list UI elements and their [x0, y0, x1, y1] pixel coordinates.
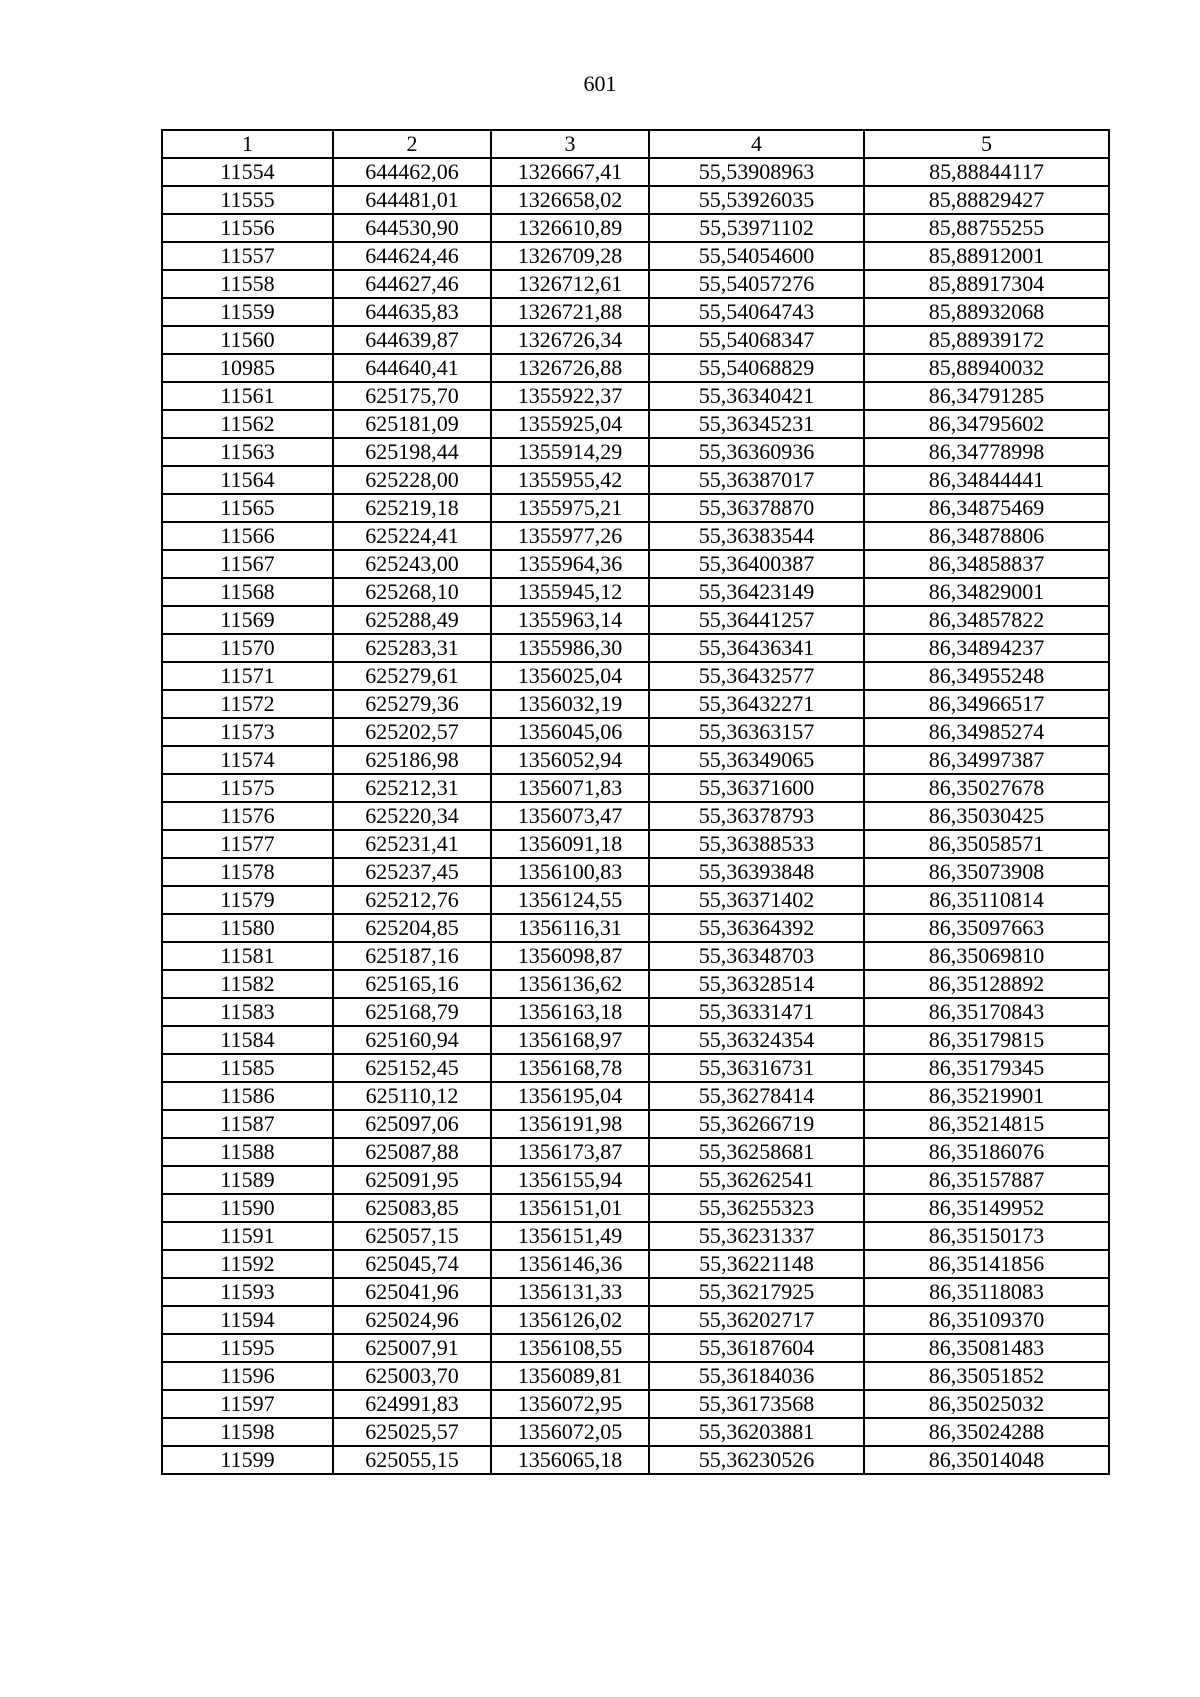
table-row — [162, 410, 1109, 438]
table-cell-col-2: 625202,57 — [333, 718, 491, 746]
table-row — [162, 858, 1109, 886]
table-cell-col-5: 86,35128892 — [864, 970, 1109, 998]
table-cell-col-5: 86,34829001 — [864, 578, 1109, 606]
table-row — [162, 1250, 1109, 1278]
table-cell-col-1: 11580 — [162, 914, 333, 942]
table-cell-col-4: 55,36378870 — [649, 494, 864, 522]
table-cell-col-1: 11572 — [162, 690, 333, 718]
table-cell-col-1: 11595 — [162, 1334, 333, 1362]
table-cell-col-5: 85,88939172 — [864, 326, 1109, 354]
table-cell-col-2: 625212,31 — [333, 774, 491, 802]
table-cell-col-5: 86,34997387 — [864, 746, 1109, 774]
table-row — [162, 634, 1109, 662]
table-cell-col-4: 55,36262541 — [649, 1166, 864, 1194]
table-row — [162, 662, 1109, 690]
table-cell-col-1: 11588 — [162, 1138, 333, 1166]
table-cell-col-5: 86,35150173 — [864, 1222, 1109, 1250]
table-row — [162, 1138, 1109, 1166]
table-row — [162, 242, 1109, 270]
table-cell-col-2: 625091,95 — [333, 1166, 491, 1194]
table-row — [162, 914, 1109, 942]
table-row — [162, 718, 1109, 746]
table-cell-col-1: 11562 — [162, 410, 333, 438]
table-cell-col-4: 55,36363157 — [649, 718, 864, 746]
table-cell-col-5: 86,35110814 — [864, 886, 1109, 914]
table-cell-col-4: 55,54054600 — [649, 242, 864, 270]
table-cell-col-3: 1326667,41 — [491, 158, 649, 186]
table-cell-col-2: 644462,06 — [333, 158, 491, 186]
table-cell-col-2: 625175,70 — [333, 382, 491, 410]
table-cell-col-4: 55,36184036 — [649, 1362, 864, 1390]
table-cell-col-2: 625243,00 — [333, 550, 491, 578]
table-cell-col-4: 55,36360936 — [649, 438, 864, 466]
table-cell-col-5: 86,35118083 — [864, 1278, 1109, 1306]
table-cell-col-3: 1356168,78 — [491, 1054, 649, 1082]
table-cell-col-2: 625204,85 — [333, 914, 491, 942]
table-cell-col-2: 625087,88 — [333, 1138, 491, 1166]
table-cell-col-2: 625187,16 — [333, 942, 491, 970]
table-row — [162, 1446, 1109, 1474]
table-cell-col-2: 625237,45 — [333, 858, 491, 886]
table-cell-col-3: 1356155,94 — [491, 1166, 649, 1194]
table-cell-col-3: 1356168,97 — [491, 1026, 649, 1054]
table-row — [162, 1026, 1109, 1054]
table-cell-col-4: 55,36371600 — [649, 774, 864, 802]
table-cell-col-5: 85,88844117 — [864, 158, 1109, 186]
table-cell-col-1: 11565 — [162, 494, 333, 522]
table-cell-col-1: 11579 — [162, 886, 333, 914]
table-cell-col-2: 625045,74 — [333, 1250, 491, 1278]
table-cell-col-4: 55,36383544 — [649, 522, 864, 550]
table-row — [162, 1362, 1109, 1390]
table-cell-col-1: 11587 — [162, 1110, 333, 1138]
table-cell-col-1: 11599 — [162, 1446, 333, 1474]
table-row — [162, 606, 1109, 634]
table-row — [162, 438, 1109, 466]
table-cell-col-4: 55,36221148 — [649, 1250, 864, 1278]
table-cell-col-2: 625152,45 — [333, 1054, 491, 1082]
table-cell-col-2: 625165,16 — [333, 970, 491, 998]
table-cell-col-3: 1355925,04 — [491, 410, 649, 438]
table-cell-col-3: 1356052,94 — [491, 746, 649, 774]
table-cell-col-5: 85,88940032 — [864, 354, 1109, 382]
table-cell-col-3: 1356100,83 — [491, 858, 649, 886]
table-cell-col-1: 11555 — [162, 186, 333, 214]
table-cell-col-5: 85,88829427 — [864, 186, 1109, 214]
table-row — [162, 1110, 1109, 1138]
table-cell-col-4: 55,53971102 — [649, 214, 864, 242]
table-cell-col-5: 85,88932068 — [864, 298, 1109, 326]
header-row — [162, 130, 1109, 158]
table-cell-col-3: 1356098,87 — [491, 942, 649, 970]
table-header — [162, 130, 1109, 158]
table-cell-col-5: 86,34966517 — [864, 690, 1109, 718]
table-cell-col-5: 86,34858837 — [864, 550, 1109, 578]
table-cell-col-5: 86,35141856 — [864, 1250, 1109, 1278]
table-row — [162, 1054, 1109, 1082]
table-cell-col-2: 625219,18 — [333, 494, 491, 522]
table-cell-col-3: 1356124,55 — [491, 886, 649, 914]
table-cell-col-5: 85,88912001 — [864, 242, 1109, 270]
table-cell-col-4: 55,36388533 — [649, 830, 864, 858]
table-cell-col-4: 55,36202717 — [649, 1306, 864, 1334]
table-cell-col-3: 1326726,34 — [491, 326, 649, 354]
header-cell-2: 2 — [333, 130, 491, 158]
table-cell-col-1: 11569 — [162, 606, 333, 634]
table-cell-col-5: 86,35081483 — [864, 1334, 1109, 1362]
header-cell-3: 3 — [491, 130, 649, 158]
table-cell-col-2: 625003,70 — [333, 1362, 491, 1390]
table-cell-col-4: 55,36255323 — [649, 1194, 864, 1222]
table-row — [162, 1306, 1109, 1334]
table-cell-col-5: 86,35149952 — [864, 1194, 1109, 1222]
table-cell-col-3: 1356126,02 — [491, 1306, 649, 1334]
table-cell-col-5: 86,35051852 — [864, 1362, 1109, 1390]
table-cell-col-2: 625083,85 — [333, 1194, 491, 1222]
table-cell-col-3: 1326709,28 — [491, 242, 649, 270]
table-cell-col-3: 1356032,19 — [491, 690, 649, 718]
table-cell-col-1: 11594 — [162, 1306, 333, 1334]
table-cell-col-1: 11573 — [162, 718, 333, 746]
table-cell-col-4: 55,36371402 — [649, 886, 864, 914]
table-cell-col-4: 55,53908963 — [649, 158, 864, 186]
table-cell-col-1: 11585 — [162, 1054, 333, 1082]
coordinates-table — [161, 129, 1110, 1475]
table-cell-col-1: 11559 — [162, 298, 333, 326]
table-cell-col-1: 11575 — [162, 774, 333, 802]
table-cell-col-2: 644530,90 — [333, 214, 491, 242]
table-row — [162, 690, 1109, 718]
table-cell-col-3: 1326721,88 — [491, 298, 649, 326]
table-cell-col-1: 11563 — [162, 438, 333, 466]
table-cell-col-1: 11566 — [162, 522, 333, 550]
table-cell-col-5: 86,35157887 — [864, 1166, 1109, 1194]
table-cell-col-2: 625186,98 — [333, 746, 491, 774]
table-row — [162, 1222, 1109, 1250]
table-row — [162, 802, 1109, 830]
table-cell-col-1: 11596 — [162, 1362, 333, 1390]
table-cell-col-1: 11574 — [162, 746, 333, 774]
table-row — [162, 186, 1109, 214]
table-cell-col-4: 55,36328514 — [649, 970, 864, 998]
table-cell-col-2: 644640,41 — [333, 354, 491, 382]
table-cell-col-5: 85,88755255 — [864, 214, 1109, 242]
table-cell-col-3: 1326712,61 — [491, 270, 649, 298]
table-row — [162, 522, 1109, 550]
table-cell-col-4: 55,54064743 — [649, 298, 864, 326]
table-row — [162, 746, 1109, 774]
table-cell-col-5: 86,34795602 — [864, 410, 1109, 438]
table-row — [162, 1278, 1109, 1306]
table-cell-col-3: 1356089,81 — [491, 1362, 649, 1390]
table-cell-col-3: 1355955,42 — [491, 466, 649, 494]
table-cell-col-3: 1356146,36 — [491, 1250, 649, 1278]
table-cell-col-1: 11568 — [162, 578, 333, 606]
table-cell-col-4: 55,53926035 — [649, 186, 864, 214]
table-cell-col-5: 86,35073908 — [864, 858, 1109, 886]
table-cell-col-4: 55,36364392 — [649, 914, 864, 942]
table-cell-col-5: 86,35025032 — [864, 1390, 1109, 1418]
table-cell-col-3: 1356151,49 — [491, 1222, 649, 1250]
table-cell-col-3: 1356163,18 — [491, 998, 649, 1026]
table-cell-col-4: 55,36331471 — [649, 998, 864, 1026]
table-cell-col-5: 86,35097663 — [864, 914, 1109, 942]
table-cell-col-5: 86,35027678 — [864, 774, 1109, 802]
table-cell-col-1: 11581 — [162, 942, 333, 970]
table-cell-col-2: 644624,46 — [333, 242, 491, 270]
table-cell-col-2: 644639,87 — [333, 326, 491, 354]
table-cell-col-1: 11554 — [162, 158, 333, 186]
table-cell-col-2: 625224,41 — [333, 522, 491, 550]
table-cell-col-2: 625268,10 — [333, 578, 491, 606]
table-cell-col-4: 55,36340421 — [649, 382, 864, 410]
table-cell-col-4: 55,54057276 — [649, 270, 864, 298]
table-cell-col-4: 55,36423149 — [649, 578, 864, 606]
table-cell-col-2: 625181,09 — [333, 410, 491, 438]
table-cell-col-5: 86,35024288 — [864, 1418, 1109, 1446]
table-cell-col-4: 55,36324354 — [649, 1026, 864, 1054]
table-cell-col-2: 625212,76 — [333, 886, 491, 914]
table-cell-col-1: 11591 — [162, 1222, 333, 1250]
table-cell-col-3: 1356072,95 — [491, 1390, 649, 1418]
table-cell-col-3: 1356108,55 — [491, 1334, 649, 1362]
table-cell-col-2: 625025,57 — [333, 1418, 491, 1446]
table-cell-col-3: 1355986,30 — [491, 634, 649, 662]
table-cell-col-3: 1356173,87 — [491, 1138, 649, 1166]
table-cell-col-1: 11589 — [162, 1166, 333, 1194]
table-cell-col-3: 1355922,37 — [491, 382, 649, 410]
table-cell-col-3: 1356045,06 — [491, 718, 649, 746]
table-cell-col-3: 1356131,33 — [491, 1278, 649, 1306]
table-body — [162, 158, 1109, 1474]
table-cell-col-4: 55,36278414 — [649, 1082, 864, 1110]
table-cell-col-1: 11557 — [162, 242, 333, 270]
table-cell-col-3: 1356116,31 — [491, 914, 649, 942]
table-row — [162, 578, 1109, 606]
table-cell-col-5: 86,34894237 — [864, 634, 1109, 662]
table-cell-col-5: 86,35170843 — [864, 998, 1109, 1026]
table-row — [162, 1082, 1109, 1110]
table-row — [162, 550, 1109, 578]
table-cell-col-1: 11598 — [162, 1418, 333, 1446]
table-cell-col-5: 85,88917304 — [864, 270, 1109, 298]
table-cell-col-1: 11564 — [162, 466, 333, 494]
table-cell-col-1: 11556 — [162, 214, 333, 242]
table-cell-col-3: 1356191,98 — [491, 1110, 649, 1138]
table-row — [162, 998, 1109, 1026]
table-cell-col-5: 86,35219901 — [864, 1082, 1109, 1110]
table-cell-col-1: 11560 — [162, 326, 333, 354]
table-row — [162, 270, 1109, 298]
table-row — [162, 830, 1109, 858]
table-cell-col-4: 55,36378793 — [649, 802, 864, 830]
table-cell-col-4: 55,36393848 — [649, 858, 864, 886]
table-row — [162, 942, 1109, 970]
table-cell-col-1: 11577 — [162, 830, 333, 858]
table-cell-col-3: 1355977,26 — [491, 522, 649, 550]
table-cell-col-1: 11590 — [162, 1194, 333, 1222]
table-cell-col-4: 55,36187604 — [649, 1334, 864, 1362]
table-row — [162, 158, 1109, 186]
table-cell-col-4: 55,36400387 — [649, 550, 864, 578]
table-cell-col-1: 11570 — [162, 634, 333, 662]
table-cell-col-1: 11593 — [162, 1278, 333, 1306]
table-cell-col-1: 11583 — [162, 998, 333, 1026]
table-row — [162, 494, 1109, 522]
table-cell-col-5: 86,35109370 — [864, 1306, 1109, 1334]
table-cell-col-2: 625220,34 — [333, 802, 491, 830]
table-cell-col-5: 86,35186076 — [864, 1138, 1109, 1166]
table-cell-col-2: 625097,06 — [333, 1110, 491, 1138]
table-cell-col-5: 86,35214815 — [864, 1110, 1109, 1138]
table-cell-col-5: 86,35179815 — [864, 1026, 1109, 1054]
table-cell-col-2: 625057,15 — [333, 1222, 491, 1250]
table-row — [162, 1166, 1109, 1194]
table-cell-col-4: 55,36316731 — [649, 1054, 864, 1082]
table-cell-col-5: 86,35179345 — [864, 1054, 1109, 1082]
table-cell-col-3: 1355945,12 — [491, 578, 649, 606]
table-cell-col-1: 11582 — [162, 970, 333, 998]
table-row — [162, 970, 1109, 998]
table-cell-col-2: 625228,00 — [333, 466, 491, 494]
table-cell-col-2: 625055,15 — [333, 1446, 491, 1474]
table-cell-col-4: 55,54068829 — [649, 354, 864, 382]
table-cell-col-4: 55,36173568 — [649, 1390, 864, 1418]
table-cell-col-2: 644481,01 — [333, 186, 491, 214]
table-cell-col-4: 55,36266719 — [649, 1110, 864, 1138]
table-cell-col-4: 55,36387017 — [649, 466, 864, 494]
table-cell-col-2: 625024,96 — [333, 1306, 491, 1334]
table-cell-col-4: 55,36441257 — [649, 606, 864, 634]
table-cell-col-5: 86,34791285 — [864, 382, 1109, 410]
table-cell-col-3: 1356072,05 — [491, 1418, 649, 1446]
table-cell-col-5: 86,34875469 — [864, 494, 1109, 522]
table-cell-col-2: 625110,12 — [333, 1082, 491, 1110]
table-cell-col-1: 11571 — [162, 662, 333, 690]
table-cell-col-4: 55,54068347 — [649, 326, 864, 354]
table-row — [162, 326, 1109, 354]
table-cell-col-2: 625283,31 — [333, 634, 491, 662]
table-cell-col-3: 1355975,21 — [491, 494, 649, 522]
table-cell-col-3: 1356065,18 — [491, 1446, 649, 1474]
table-cell-col-3: 1326726,88 — [491, 354, 649, 382]
table-cell-col-4: 55,36203881 — [649, 1418, 864, 1446]
table-cell-col-5: 86,35014048 — [864, 1446, 1109, 1474]
table-cell-col-1: 11592 — [162, 1250, 333, 1278]
table-cell-col-4: 55,36230526 — [649, 1446, 864, 1474]
table-row — [162, 354, 1109, 382]
table-row — [162, 214, 1109, 242]
table-cell-col-2: 644627,46 — [333, 270, 491, 298]
table-cell-col-5: 86,35069810 — [864, 942, 1109, 970]
table-row — [162, 466, 1109, 494]
table-cell-col-5: 86,34955248 — [864, 662, 1109, 690]
table-cell-col-3: 1356071,83 — [491, 774, 649, 802]
table-cell-col-2: 625279,61 — [333, 662, 491, 690]
table-cell-col-1: 10985 — [162, 354, 333, 382]
table-cell-col-1: 11586 — [162, 1082, 333, 1110]
table-cell-col-1: 11597 — [162, 1390, 333, 1418]
table-cell-col-5: 86,34878806 — [864, 522, 1109, 550]
table-cell-col-4: 55,36217925 — [649, 1278, 864, 1306]
page-number: 601 — [583, 71, 617, 96]
table-cell-col-2: 625288,49 — [333, 606, 491, 634]
table-row — [162, 774, 1109, 802]
table-cell-col-2: 644635,83 — [333, 298, 491, 326]
table-cell-col-3: 1356195,04 — [491, 1082, 649, 1110]
table-cell-col-1: 11578 — [162, 858, 333, 886]
table-cell-col-3: 1326658,02 — [491, 186, 649, 214]
table-cell-col-2: 625168,79 — [333, 998, 491, 1026]
table-cell-col-4: 55,36436341 — [649, 634, 864, 662]
table-row — [162, 1390, 1109, 1418]
table-cell-col-1: 11584 — [162, 1026, 333, 1054]
table-cell-col-4: 55,36349065 — [649, 746, 864, 774]
table-cell-col-4: 55,36258681 — [649, 1138, 864, 1166]
table-row — [162, 382, 1109, 410]
table-cell-col-3: 1355963,14 — [491, 606, 649, 634]
table-cell-col-2: 625160,94 — [333, 1026, 491, 1054]
table-cell-col-1: 11561 — [162, 382, 333, 410]
table-cell-col-2: 625041,96 — [333, 1278, 491, 1306]
table-cell-col-3: 1356091,18 — [491, 830, 649, 858]
header-cell-4: 4 — [649, 130, 864, 158]
table-cell-col-3: 1356151,01 — [491, 1194, 649, 1222]
table-row — [162, 298, 1109, 326]
header-cell-5: 5 — [864, 130, 1109, 158]
table-cell-col-3: 1356073,47 — [491, 802, 649, 830]
table-cell-col-2: 625007,91 — [333, 1334, 491, 1362]
table-cell-col-4: 55,36432271 — [649, 690, 864, 718]
table-row — [162, 1194, 1109, 1222]
table-cell-col-2: 625279,36 — [333, 690, 491, 718]
table-row — [162, 1334, 1109, 1362]
table-cell-col-5: 86,34857822 — [864, 606, 1109, 634]
table-cell-col-1: 11567 — [162, 550, 333, 578]
header-cell-1: 1 — [162, 130, 333, 158]
table-cell-col-1: 11558 — [162, 270, 333, 298]
table-cell-col-2: 625231,41 — [333, 830, 491, 858]
table-cell-col-3: 1356136,62 — [491, 970, 649, 998]
table-cell-col-4: 55,36345231 — [649, 410, 864, 438]
table-cell-col-5: 86,34985274 — [864, 718, 1109, 746]
table-cell-col-5: 86,35058571 — [864, 830, 1109, 858]
table-cell-col-4: 55,36348703 — [649, 942, 864, 970]
table-cell-col-5: 86,34778998 — [864, 438, 1109, 466]
table-cell-col-3: 1355914,29 — [491, 438, 649, 466]
table-cell-col-3: 1355964,36 — [491, 550, 649, 578]
table-cell-col-4: 55,36231337 — [649, 1222, 864, 1250]
table-cell-col-2: 624991,83 — [333, 1390, 491, 1418]
table-cell-col-3: 1326610,89 — [491, 214, 649, 242]
table-cell-col-4: 55,36432577 — [649, 662, 864, 690]
table-cell-col-3: 1356025,04 — [491, 662, 649, 690]
table-row — [162, 886, 1109, 914]
table-cell-col-2: 625198,44 — [333, 438, 491, 466]
table-row — [162, 1418, 1109, 1446]
table-cell-col-5: 86,34844441 — [864, 466, 1109, 494]
table-cell-col-5: 86,35030425 — [864, 802, 1109, 830]
table-cell-col-1: 11576 — [162, 802, 333, 830]
